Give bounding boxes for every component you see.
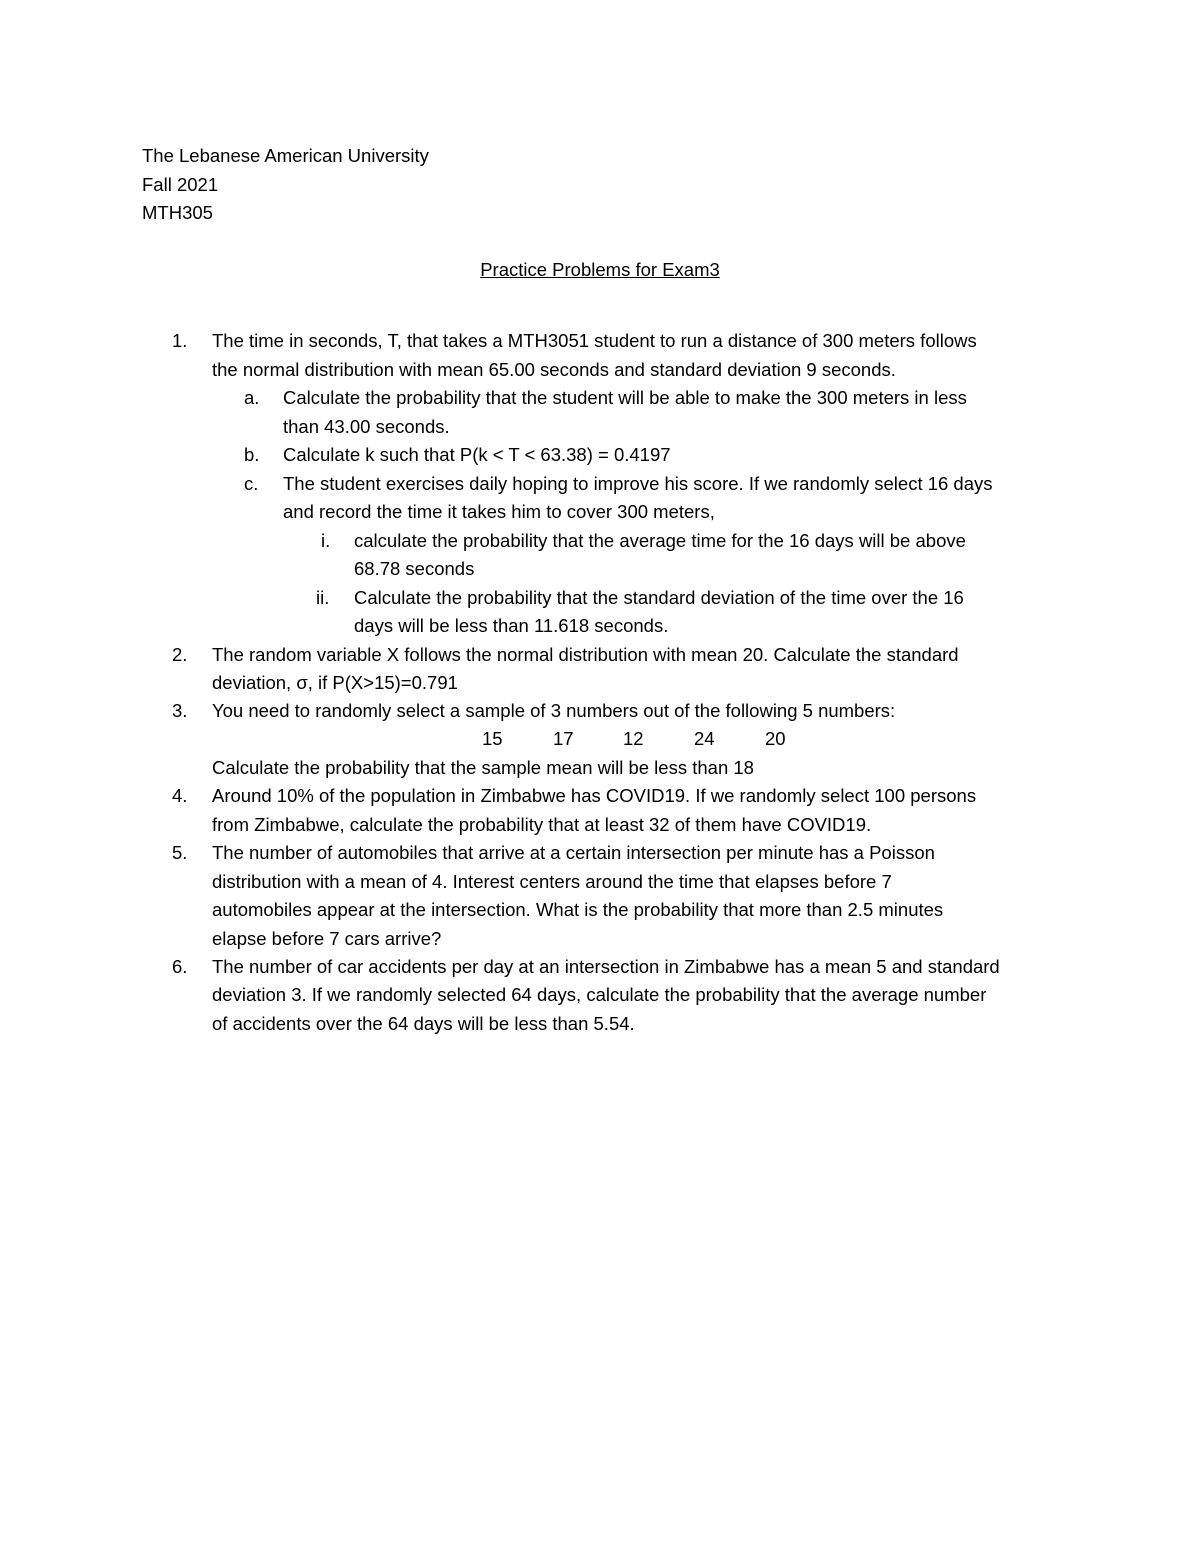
number-item: 24 — [694, 728, 715, 749]
problem-1-line-2: the normal distribution with mean 65.00 seconds and standard deviation 9 seconds. — [212, 359, 896, 380]
number-item: 12 — [623, 728, 644, 749]
problem-1b-line-1: Calculate k such that P(k < T < 63.38) = 0.4197 — [283, 444, 671, 465]
problem-5-line-3: automobiles appear at the intersection. What is the probability that more than 2.5 minutes — [212, 899, 944, 920]
problem-1c-ii-line-1: Calculate the probability that the standard deviation of the time over the 16 — [354, 587, 964, 608]
problem-5-line-1: The number of automobiles that arrive at a certain intersection per minute has a Poisson — [212, 842, 935, 863]
problem-1c-i-line-2: 68.78 seconds — [354, 558, 475, 579]
problem-1c-i-label: i. — [321, 530, 331, 551]
problem-1c-line-1: The student exercises daily hoping to improve his score. If we randomly select 16 days — [283, 473, 993, 494]
problem-1-line-1: The time in seconds, T, that takes a MTH3051 student to run a distance of 300 meters follows — [212, 330, 977, 351]
course-code: MTH305 — [142, 202, 213, 223]
problem-3-number: 3. — [172, 700, 188, 721]
problem-4-line-2: from Zimbabwe, calculate the probability that at least 32 of them have COVID19. — [212, 814, 872, 835]
problem-1a-line-2: than 43.00 seconds. — [283, 416, 450, 437]
problem-2-line-1: The random variable X follows the normal distribution with mean 20. Calculate the standard — [212, 644, 959, 665]
problem-3-line-2: Calculate the probability that the sample mean will be less than 18 — [212, 757, 754, 778]
problem-4-number: 4. — [172, 785, 188, 806]
problem-6-line-2: deviation 3. If we randomly selected 64 days, calculate the probability that the average number — [212, 984, 987, 1005]
problem-3-line-1: You need to randomly select a sample of 3 numbers out of the following 5 numbers: — [212, 700, 896, 721]
problem-1a-line-1: Calculate the probability that the student will be able to make the 300 meters in less — [283, 387, 967, 408]
problem-6-line-1: The number of car accidents per day at an intersection in Zimbabwe has a mean 5 and standard — [212, 956, 1000, 977]
problem-4-line-1: Around 10% of the population in Zimbabwe has COVID19. If we randomly select 100 persons — [212, 785, 977, 806]
problem-1a-label: a. — [244, 387, 260, 408]
problem-5-line-2: distribution with a mean of 4. Interest centers around the time that elapses before 7 — [212, 871, 892, 892]
problem-1b-label: b. — [244, 444, 260, 465]
problem-1c-label: c. — [244, 473, 259, 494]
problem-1c-i-line-1: calculate the probability that the average time for the 16 days will be above — [354, 530, 966, 551]
problem-1c-line-2: and record the time it takes him to cover 300 meters, — [283, 501, 715, 522]
number-item: 20 — [765, 728, 786, 749]
problem-1-number: 1. — [172, 330, 188, 351]
problem-2-number: 2. — [172, 644, 188, 665]
problem-1c-ii-label: ii. — [316, 587, 330, 608]
problem-5-number: 5. — [172, 842, 188, 863]
problem-1c-ii-line-2: days will be less than 11.618 seconds. — [354, 615, 669, 636]
number-item: 17 — [553, 728, 574, 749]
problem-6-number: 6. — [172, 956, 188, 977]
problem-5-line-4: elapse before 7 cars arrive? — [212, 928, 442, 949]
term: Fall 2021 — [142, 174, 219, 195]
number-item: 15 — [482, 728, 503, 749]
university-name: The Lebanese American University — [142, 145, 429, 166]
page-title: Practice Problems for Exam3 — [480, 259, 720, 280]
problem-6-line-3: of accidents over the 64 days will be less than 5.54. — [212, 1013, 635, 1034]
problem-2-line-2: deviation, σ, if P(X>15)=0.791 — [212, 672, 458, 693]
